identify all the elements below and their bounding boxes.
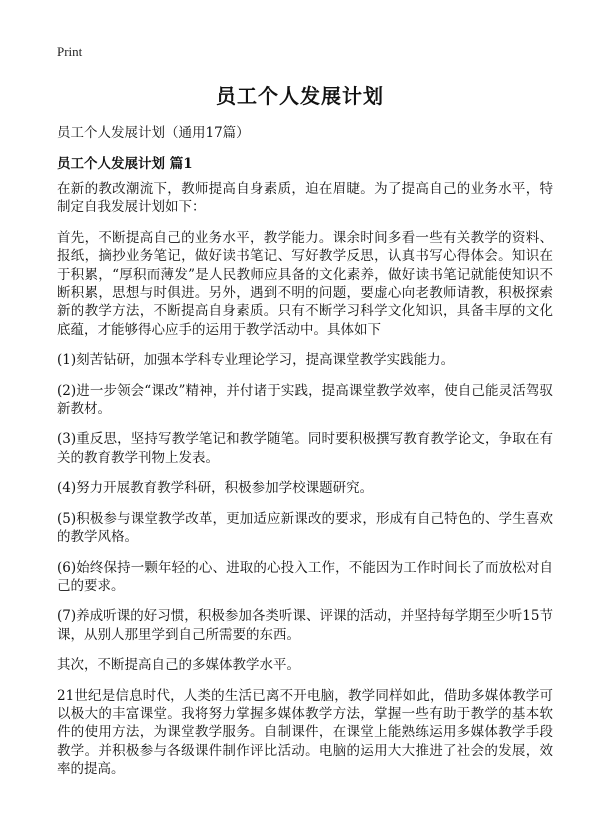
list-item-5: (5)积极参与课堂教学改革，更加适应新课改的要求，形成有自己特色的、学生喜欢的教学风格。 xyxy=(57,510,553,546)
list-item-1: (1)刻苦钻研，加强本学科专业理论学习，提高课堂教学实践能力。 xyxy=(57,352,455,369)
paragraph-second: 其次，不断提高自己的多媒体教学水平。 xyxy=(57,657,300,674)
document-body xyxy=(57,180,553,791)
list-item-7: (7)养成听课的好习惯，积极参加各类听课、评课的活动，并坚持每学期至少听15节课，从别人那里学到自己所需要的东西。 xyxy=(57,608,553,643)
document-title: 员工个人发展计划 xyxy=(216,84,384,108)
list-item-2: (2)进一步领会“课改”精神，并付诸于实践，提高课堂教学效率，使自己能灵活驾驭新教材。 xyxy=(57,382,553,418)
list-item-4: (4)努力开展教育教学科研，积极参加学校课题研究。 xyxy=(57,480,374,497)
list-item-3: (3)重反思，坚持写教学笔记和教学随笔。同时要积极撰写教育教学论文，争取在有关的教育教学刊物上发表。 xyxy=(57,431,553,466)
paragraph-first: 首先，不断提高自己的业务水平，教学能力。课余时间多看一些有关教学的资料、报纸，摘抄业务笔记，做好读书笔记、写好教学反思，认真书写心得体会。知识在于积累，“厚积而薄发”是人民教师应具备的文化素养，做好读书笔记就能使知识不断积累，思想与时俱进。另外，遇到不明的问题，要虚心向老教师请教，积极探索新的教学方法，不断提高自身素质。只有不断学习科学文化知识，具备丰厚的文化底蕴，才能够得心应手的运用于教学活动中。具体如下 xyxy=(57,229,553,338)
paragraph-intro: 在新的教改潮流下，教师提高自身素质，迫在眉睫。为了提高自己的业务水平，特制定自我发展计划如下： xyxy=(57,181,553,216)
list-item-6: (6)始终保持一颗年轻的心、进取的心投入工作，不能因为工作时间长了而放松对自己的要求。 xyxy=(57,559,553,594)
paragraph-multimedia: 21世纪是信息时代，人类的生活已离不开电脑，教学同样如此，借助多媒体教学可以极大的丰富课堂。我将努力掌握多媒体教学方法，掌握一些有助于教学的基本软件的使用方法，为课堂教学服务。自制课件，在课堂上能熟练运用多媒体教学手段教学。并积极参与各级课件制作评比活动。电脑的运用大大推进了社会的发展，效率的提高。 xyxy=(57,687,553,778)
print-link[interactable]: Print xyxy=(57,44,83,59)
document-subtitle: 员工个人发展计划（通用17篇） xyxy=(57,125,250,141)
section-heading: 员工个人发展计划 篇1 xyxy=(57,156,193,172)
